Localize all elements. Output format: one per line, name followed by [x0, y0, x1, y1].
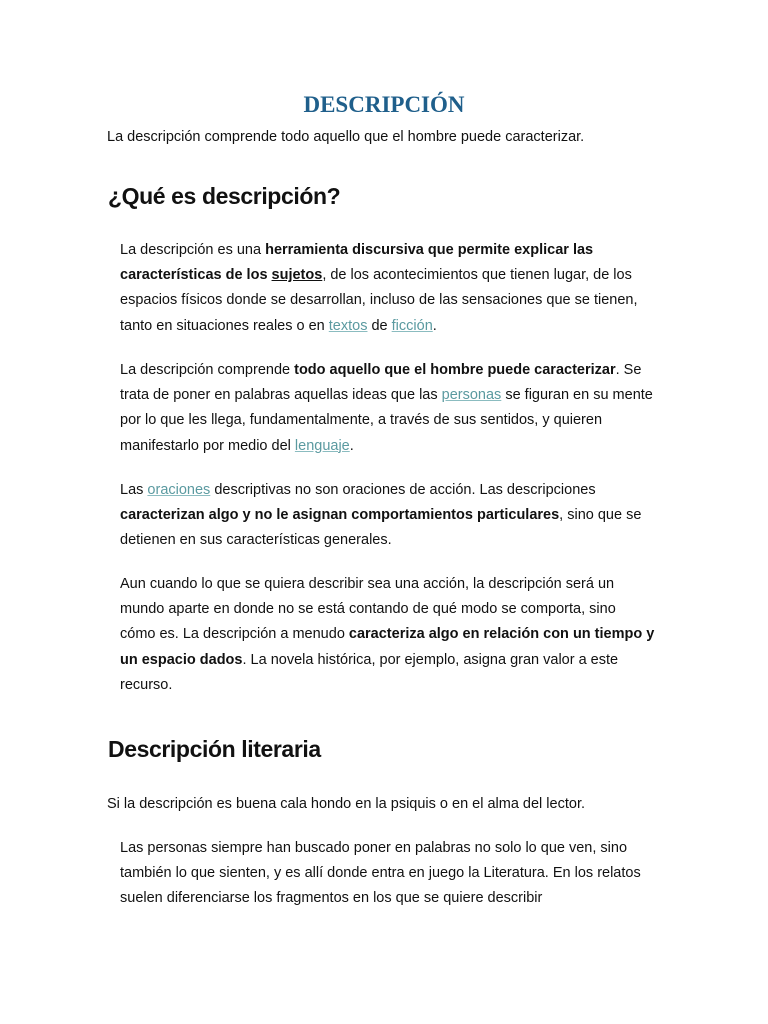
- section-heading-que-es: ¿Qué es descripción?: [108, 183, 341, 209]
- paragraph-comprende: [120, 358, 655, 459]
- text-run: Aun cuando lo que se quiera describir sea una acción, la descripción será un mundo aparte en donde no se está contando de qué modo se comporta, sino cómo es. La descripción a menudo: [120, 576, 616, 643]
- link-lenguaje[interactable]: lenguaje: [294, 437, 350, 454]
- page-title: DESCRIPCIÓN: [303, 92, 465, 117]
- paragraph-literatura: Las personas siempre han buscado poner en palabras no solo lo que ven, sino también lo que sienten, y es allí donde entra en juego la Literatura. En los relatos suelen diferenciarse los fragmentos en los que se quiere describir: [120, 840, 641, 907]
- section-heading-literaria: Descripción literaria: [108, 736, 321, 762]
- text-run: La descripción comprende: [120, 362, 295, 378]
- text-run: .: [432, 317, 437, 334]
- text-run: , sino que se detienen en sus características generales.: [120, 507, 642, 549]
- text-run: . La novela histórica, por ejemplo, asigna gran valor a este recurso.: [120, 651, 619, 693]
- text-run: descriptivas no son oraciones de acción. Las descripciones: [210, 482, 596, 498]
- paragraph-accion: [120, 572, 655, 698]
- literaria-intro-text: Si la descripción es buena cala hondo en la psiquis o en el alma del lector.: [107, 796, 585, 812]
- text-run: , de los acontecimientos que tienen lugar, de los espacios físicos donde se desarrollan, incluso de las sensaciones que se tienen, tanto en situaciones reales o en: [120, 267, 638, 334]
- bold-underlined-text: sujetos: [271, 267, 323, 284]
- link-oraciones[interactable]: oraciones: [147, 482, 211, 498]
- link-textos[interactable]: textos: [328, 317, 368, 334]
- paragraph-oraciones: [120, 478, 655, 554]
- link-personas[interactable]: personas: [441, 387, 502, 404]
- bold-text: caracterizan algo y no le asignan comportamientos particulares: [120, 507, 560, 524]
- text-run: de: [367, 317, 392, 334]
- intro-text: La descripción comprende todo aquello que el hombre puede caracterizar.: [107, 129, 585, 145]
- bold-text: caracteriza algo en relación con un tiempo y un espacio dados: [120, 626, 655, 668]
- bold-text: herramienta discursiva que permite explicar las características de los: [120, 242, 594, 284]
- text-run: La descripción es una: [120, 242, 266, 258]
- text-run: . Se trata de poner en palabras aquellas ideas que las: [120, 362, 642, 404]
- text-run: se figuran en su mente por lo que les llega, fundamentalmente, a través de sus sentidos, y quieren manifestarlo por medio del: [120, 387, 653, 454]
- text-run: .: [349, 437, 354, 454]
- paragraph-definition: [120, 238, 655, 339]
- bold-text: todo aquello que el hombre puede caracterizar: [294, 362, 616, 378]
- text-run: Las: [120, 482, 148, 498]
- link-ficcion[interactable]: ficción: [391, 317, 433, 334]
